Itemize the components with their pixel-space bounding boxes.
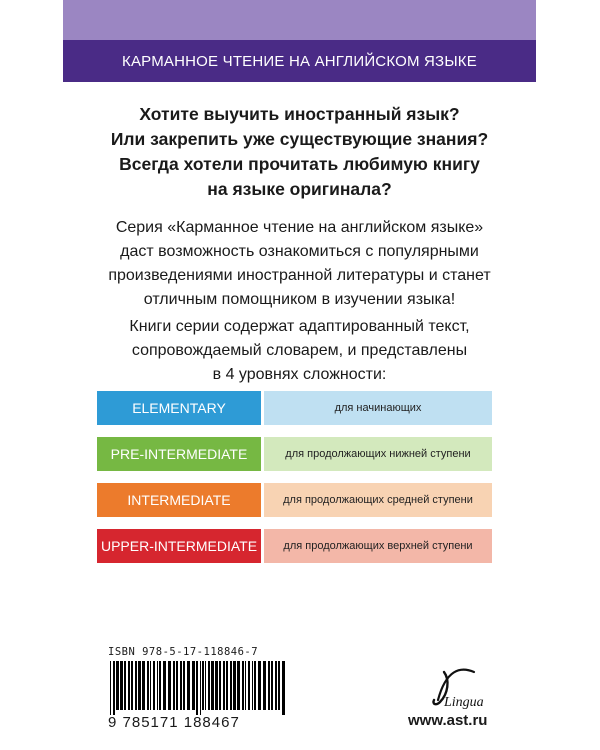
level-row-pre-intermediate xyxy=(97,437,492,471)
level-row-upper-intermediate xyxy=(97,529,492,563)
barcode-bar xyxy=(245,661,246,710)
barcode-bar xyxy=(237,661,240,710)
barcode-bar xyxy=(120,661,123,710)
description-line: даст возможность ознакомиться с популярными xyxy=(120,243,479,260)
barcode-bar xyxy=(173,661,175,710)
intro-questions xyxy=(63,102,536,202)
barcode-bar xyxy=(230,661,232,710)
barcode-bar xyxy=(248,661,250,710)
barcode-block xyxy=(108,646,293,736)
barcode-bar xyxy=(252,661,253,710)
barcode-bars xyxy=(108,661,291,715)
barcode-bar xyxy=(168,661,171,710)
barcode-bar xyxy=(215,661,218,710)
barcode-bar xyxy=(187,661,190,710)
description-line: произведениями иностранной литературы и станет xyxy=(108,267,491,284)
barcode-bar xyxy=(153,661,155,710)
level-name: UPPER-INTERMEDIATE xyxy=(97,529,261,563)
barcode-bar xyxy=(124,661,126,710)
top-color-strip xyxy=(63,0,536,40)
barcode-bar xyxy=(157,661,158,710)
barcode-bar xyxy=(258,661,261,710)
level-description: для продолжающих нижней ступени xyxy=(264,437,492,471)
barcode-bar xyxy=(226,661,228,710)
barcode-bar xyxy=(282,661,285,715)
intro-line: на языке оригинала? xyxy=(207,179,392,199)
level-name: INTERMEDIATE xyxy=(97,483,261,517)
barcode-bar xyxy=(135,661,137,710)
barcode-bar xyxy=(163,661,166,710)
publisher-website: www.ast.ru xyxy=(408,712,488,729)
barcode-bar xyxy=(183,661,185,710)
barcode-bar xyxy=(223,661,225,710)
barcode-bar xyxy=(110,661,111,715)
series-description xyxy=(63,216,536,312)
barcode-bar xyxy=(150,661,151,710)
levels-intro xyxy=(63,315,536,387)
description-line: отличным помощником в изучении языка! xyxy=(143,291,456,308)
series-banner xyxy=(63,40,536,82)
barcode-bar xyxy=(278,661,280,710)
level-name: ELEMENTARY xyxy=(97,391,261,425)
level-description: для продолжающих верхней ступени xyxy=(264,529,492,563)
intro-line: Хотите выучить иностранный язык? xyxy=(139,104,460,124)
barcode-bar xyxy=(176,661,178,710)
series-title: КАРМАННОЕ ЧТЕНИЕ НА АНГЛИЙСКОМ ЯЗЫКЕ xyxy=(122,52,477,70)
barcode-digits: 9 785171 188467 xyxy=(108,714,240,731)
level-name: PRE-INTERMEDIATE xyxy=(97,437,261,471)
barcode-bar xyxy=(138,661,141,710)
lingua-logo-icon xyxy=(430,664,494,710)
level-row-intermediate xyxy=(97,483,492,517)
intro-line: Или закрепить уже существующие знания? xyxy=(110,129,489,149)
level-description: для продолжающих средней ступени xyxy=(264,483,492,517)
barcode-bar xyxy=(202,661,204,710)
barcode-bar xyxy=(147,661,149,710)
levels-intro-line: сопровождаемый словарем, и представлены xyxy=(131,342,468,359)
barcode-bar xyxy=(159,661,161,710)
barcode-bar xyxy=(208,661,210,710)
intro-line: Всегда хотели прочитать любимую книгу xyxy=(119,154,480,174)
barcode-bar xyxy=(200,661,201,715)
barcode-bar xyxy=(113,661,115,715)
barcode-bar xyxy=(205,661,206,710)
barcode-bar xyxy=(275,661,277,710)
levels-intro-line: Книги серии содержат адаптированный текст, xyxy=(129,318,470,335)
barcode-bar xyxy=(116,661,119,710)
barcode-bar xyxy=(233,661,236,710)
barcode-bar xyxy=(142,661,145,710)
level-description: для начинающих xyxy=(264,391,492,425)
barcode-bar xyxy=(242,661,244,710)
isbn-label: ISBN 978-5-17-118846-7 xyxy=(108,646,259,658)
levels-table xyxy=(97,391,492,575)
barcode-bar xyxy=(271,661,273,710)
levels-intro-line: в 4 уровнях сложности: xyxy=(212,366,387,383)
level-row-elementary xyxy=(97,391,492,425)
barcode-bar xyxy=(268,661,270,710)
barcode-bar xyxy=(254,661,256,710)
description-line: Серия «Карманное чтение на английском языке» xyxy=(115,219,484,236)
barcode-bar xyxy=(211,661,214,710)
barcode-bar xyxy=(180,661,182,710)
barcode-bar xyxy=(219,661,221,710)
barcode-bar xyxy=(196,661,198,715)
barcode-bar xyxy=(128,661,130,710)
barcode-bar xyxy=(192,661,195,710)
barcode-bar xyxy=(131,661,133,710)
barcode-bar xyxy=(263,661,266,710)
logo-text: Lingua xyxy=(444,695,484,710)
